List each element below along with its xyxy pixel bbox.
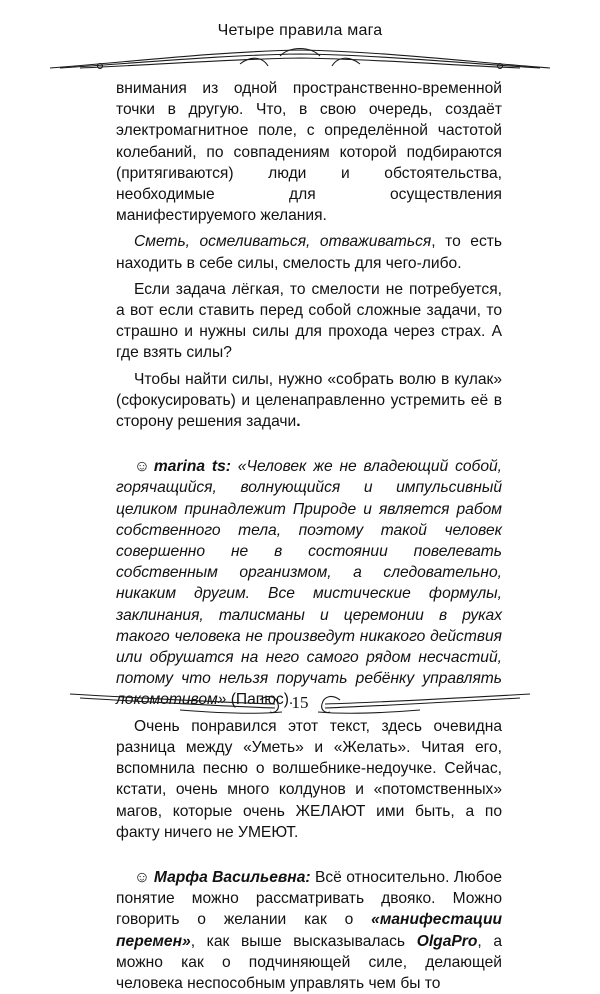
paragraph-courage <box>116 231 502 273</box>
smiley-icon: ☺ <box>134 868 150 886</box>
quote-author: Марфа Васильевна: <box>153 868 311 886</box>
emphasis-phrase: «манифестации перемен» <box>116 911 502 950</box>
page-number: 15 <box>291 693 309 712</box>
italic-phrase: Сметь, осмеливаться, отваживаться <box>134 233 432 251</box>
paragraph-strength <box>116 369 502 433</box>
paragraph-end-dot: . <box>296 413 301 431</box>
quote-author: marina ts: <box>153 458 231 476</box>
running-header <box>0 0 600 70</box>
quote-marina <box>116 456 502 710</box>
quote-marfa <box>116 867 502 994</box>
quote-text: , а можно как о подчиняющей силе, делающей человека неспособным управлять чем бы то <box>116 932 502 992</box>
header-ornament <box>40 44 560 70</box>
paragraph-text: , то есть находить в себе силы, смелость для чего-либо. <box>116 233 503 272</box>
quote-text: «Человек же не владеющий собой, горячащийся, волнующийся и импульсивный целиком принадлежит Природе и является рабом собственного тела, поэтому такой человек совершенно не в состоянии повелевать собственным организмом, а следовательно, никаким другим. Все мистические формулы, заклинания, талисманы и церемонии в руках такого человека не произведут никакого действия или обрушатся на него самого рядом несчастий, потому что нельзя поручать ребёнку управлять локомотивом» <box>116 458 502 709</box>
body-text <box>116 78 502 994</box>
paragraph-continued: внимания из одной пространственно-временной точки в другую. Что, в свою очередь, создаёт электромагнитное поле, с определённой частотой колебаний, по совпадениям которой подбираются (притягиваются) люди и обстоятельства, необходимые для осуществления манифестируемого желания. <box>116 80 502 225</box>
quote-text: , как выше высказывалась <box>190 932 417 950</box>
quote-source: (Папюс). <box>226 691 294 709</box>
smiley-icon: ☺ <box>134 458 150 476</box>
page-footer <box>0 688 600 728</box>
quote-text: Всё относительно. Любое понятие можно рассматривать двояко. Можно говорить о желании как о <box>116 868 502 929</box>
emphasis-name: OlgaPro <box>416 932 478 950</box>
paragraph-task: Если задача лёгкая, то смелости не потребуется, а вот если ставить перед собой сложные задачи, то страшно и нужны силы для прохода через страх. А где взять силы? <box>116 280 502 362</box>
paragraph-opinion: Очень понравился этот текст, здесь очевидна разница между «Уметь» и «Желать». Читая его, вспомнила песню о волшебнике-недоучке. Сейчас, кстати, очень много колдунов и «потомственных» магов, которые очень ЖЕЛАЮТ ими быть, а по факту ничего не УМЕЮТ. <box>116 717 502 841</box>
running-header-title: Четыре правила мага <box>217 22 383 39</box>
paragraph-text: Чтобы найти силы, нужно «собрать волю в кулак» (сфокусировать) и целенаправленно устремить её в сторону решения задачи <box>116 370 502 431</box>
